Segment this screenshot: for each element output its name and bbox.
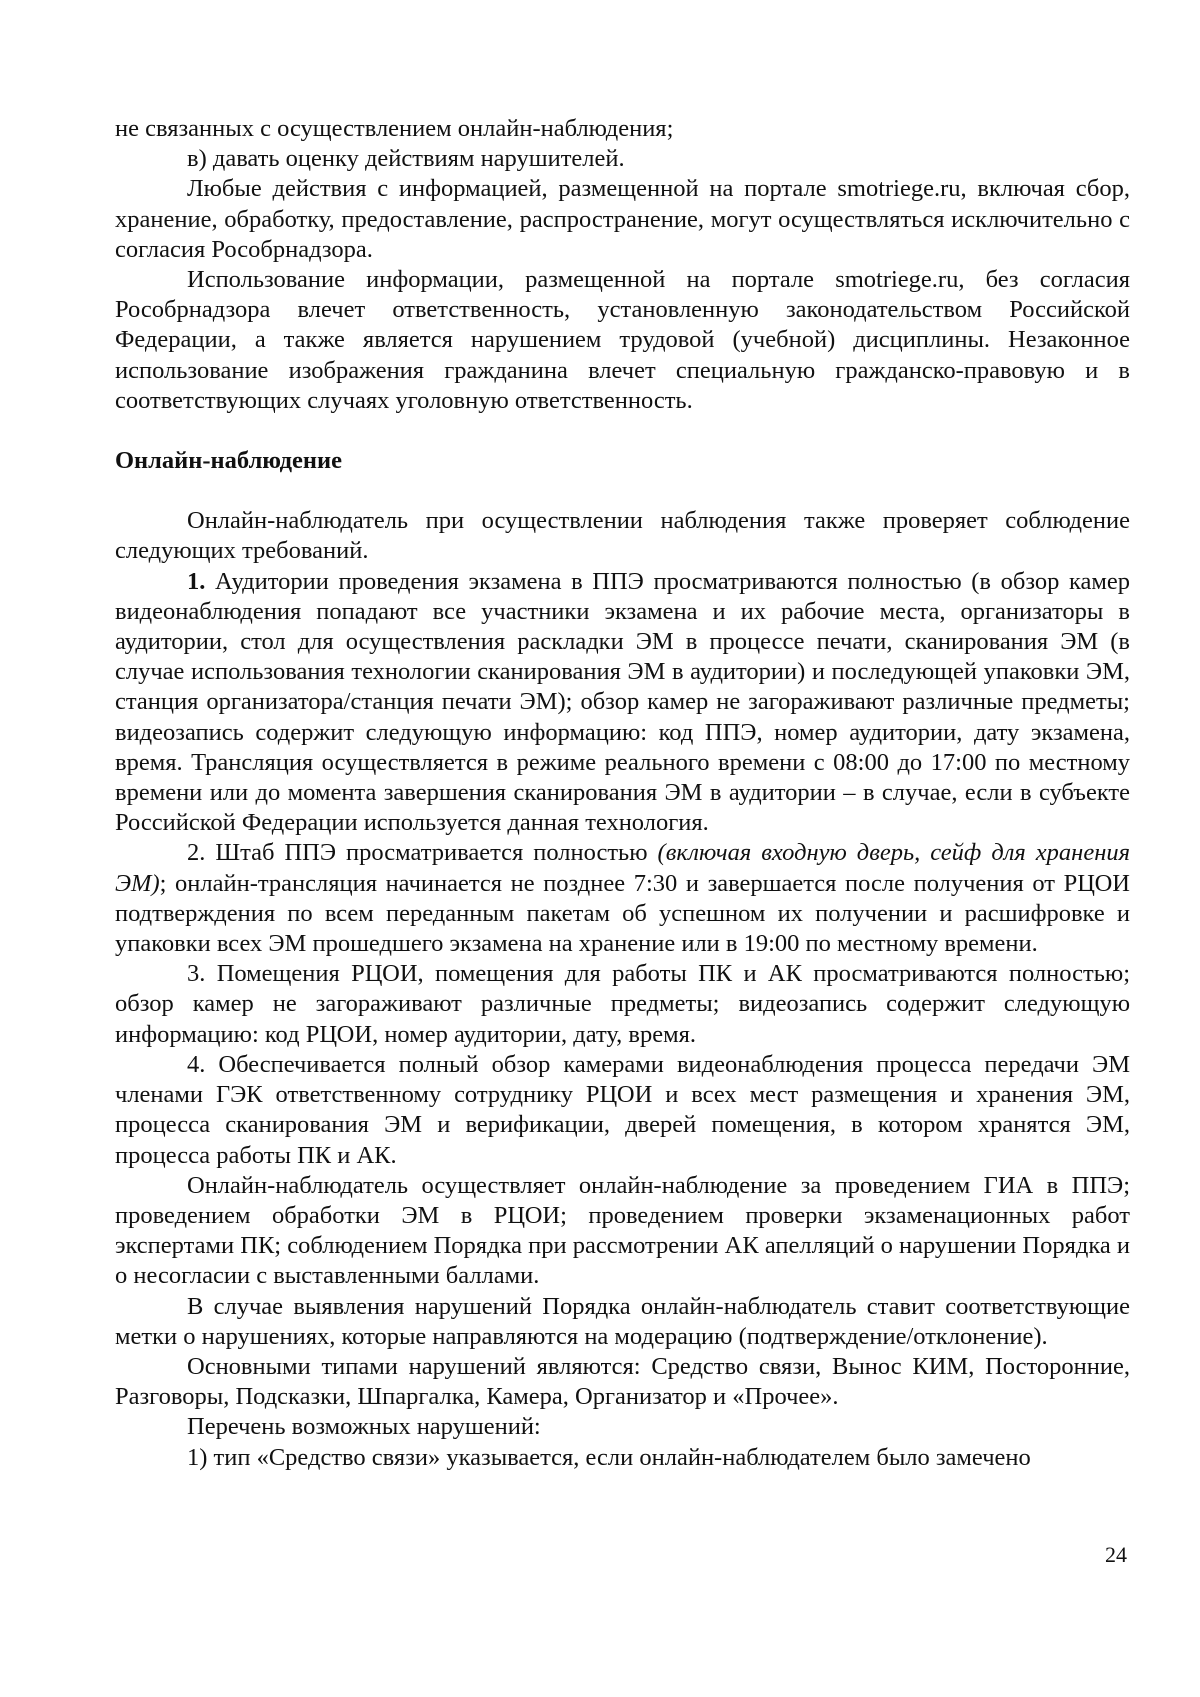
item-2-italic: (включая входную дверь, сейф для хранения ЭМ) <box>115 839 1130 897</box>
paragraph-intro: Онлайн-наблюдатель при осуществлении наблюдения также проверяет соблюдение следующих требований. <box>115 507 1130 565</box>
page-number: 24 <box>1105 1542 1127 1567</box>
paragraph-observer: Онлайн-наблюдатель осуществляет онлайн-наблюдение за проведением ГИА в ППЭ; проведением обработки ЭМ в РЦОИ; проведением проверки экзаменационных работ экспертами ПК; соблюдением Порядка при рассмотрении АК апелляций о нарушении Порядка и о несогласии с выставленными баллами. <box>115 1171 1130 1290</box>
paragraph-violation-types: Основными типами нарушений являются: Средство связи, Вынос КИМ, Посторонние, Разговоры, Подсказки, Шпаргалка, Камера, Организатор и «Прочее». <box>115 1352 1130 1411</box>
section-heading: Онлайн-наблюдение <box>115 447 343 475</box>
item-2-rest: ; онлайн-трансляция начинается не позднее 7:30 и завершается после получения от РЦОИ подтверждения по всем переданным пакетам об успешном их получении и расшифровке и упаковки всех ЭМ прошедшего экзамена на хранение или в 19:00 по местному времени. <box>115 869 1130 958</box>
requirement-item-2 <box>115 838 1130 959</box>
paragraph-liability: Использование информации, размещенной на портале smotriege.ru, без согласия Рособрнадзора влечет ответственность, установленную законодательством Российской Федерации, а также является нарушением трудовой (учебной) дисциплины. Незаконное использование изображения гражданина влечет специальную гражданско-правовую и в соответствующих случаях уголовную ответственность. <box>115 266 1130 414</box>
requirement-item-1 <box>115 567 1130 839</box>
paragraph-list-title: Перечень возможных нарушений: <box>187 1413 541 1441</box>
paragraph-violations: В случае выявления нарушений Порядка онлайн-наблюдатель ставит соответствующие метки о нарушениях, которые направляются на модерацию (подтверждение/отклонение). <box>115 1292 1130 1350</box>
paragraph-continuation: не связанных с осуществлением онлайн-наблюдения; <box>115 115 674 142</box>
requirement-item-4: 4. Обеспечивается полный обзор камерами видеонаблюдения процесса передачи ЭМ членами ГЭК ответственному сотруднику РЦОИ и всех мест размещения и хранения ЭМ, процесса сканирования ЭМ и верификации, дверей помещения, в котором хранятся ЭМ, процесса работы ПК и АК. <box>115 1050 1130 1169</box>
item-1-text: Аудитории проведения экзамена в ППЭ просматриваются полностью (в обзор камер видеонаблюдения попадают все участники экзамена и их рабочие места, организаторы в аудитории, стол для осуществления раскладки ЭМ в процессе печати, сканирования ЭМ (в случае использования технологии сканирования ЭМ в аудитории) и последующей упаковки ЭМ, станция организатора/станция печати ЭМ); обзор камер не загораживают различные предметы; видеозапись содержит следующую информацию: код ППЭ, номер аудитории, дату экзамена, время. Трансляция осуществляется в режиме реального времени с 08:00 до 17:00 по местному времени или до момента завершения сканирования ЭМ в аудитории – в случае, если в субъекте Российской Федерации используется данная технология. <box>115 567 1130 837</box>
item-1-number: 1. <box>187 567 206 595</box>
paragraph-list-item-1: 1) тип «Средство связи» указывается, если онлайн-наблюдателем было замечено <box>187 1443 1031 1471</box>
paragraph-item-v: в) давать оценку действиям нарушителей. <box>187 145 625 173</box>
paragraph-consent: Любые действия с информацией, размещенной на портале smotriege.ru, включая сбор, хранение, обработку, предоставление, распространение, могут осуществляться исключительно с согласия Рособрнадзора. <box>115 175 1130 263</box>
requirement-item-3: 3. Помещения РЦОИ, помещения для работы ПК и АК просматриваются полностью; обзор камер не загораживают различные предметы; видеозапись содержит следующую информацию: код РЦОИ, номер аудитории, дату, время. <box>115 960 1130 1048</box>
document-page <box>115 114 1130 1473</box>
item-2-lead: 2. Штаб ППЭ просматривается полностью <box>187 839 658 867</box>
